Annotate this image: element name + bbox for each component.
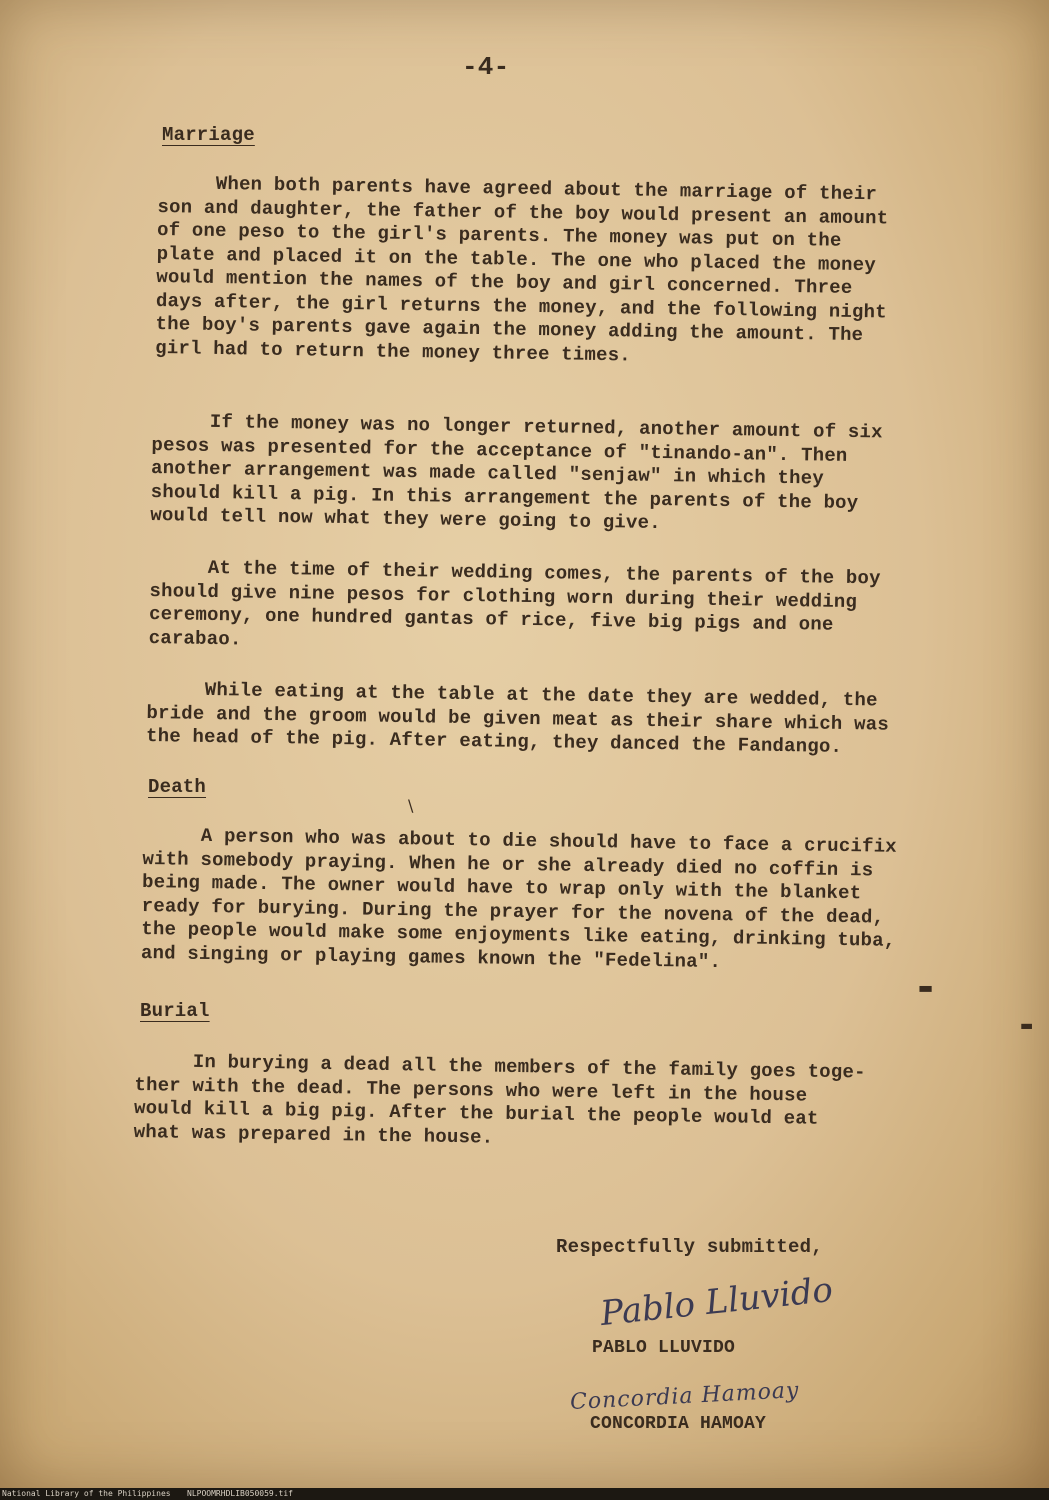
scan-footer [0, 1488, 1049, 1500]
marriage-paragraph-3: At the time of their wedding comes, the parents of the boy should give nine pesos for clothing worn during their wedding ceremony, one hundred gantas of rice, five big pigs and one carabao. [148, 556, 881, 650]
footer-library: National Library of the Philippines [2, 1489, 171, 1498]
stray-mark: ▬ [1020, 1018, 1034, 1034]
stray-mark: ▬ [918, 978, 934, 997]
burial-paragraph-1: In burying a dead all the members of the family goes toge- ther with the dead. The persons who were left in the house would kill a big pig. After the burial the people would eat what was prepared in the house. [133, 1050, 866, 1149]
marriage-paragraph-2: If the money was no longer returned, another amount of six pesos was presented for the acceptance of "tinando-an". Then another arrangement was made called "senjaw" in which they should kill a pig. In this arrangement the parents of the boy would tell now what they were going to give. [150, 410, 883, 535]
signatory-name-1: PABLO LLUVIDO [592, 1338, 736, 1358]
signature-concordia: Concordia Hamoay [569, 1378, 801, 1415]
page-number: -4- [462, 52, 510, 82]
marriage-paragraph-1: When both parents have agreed about the marriage of their son and daughter, the father of the boy would present an amount of one peso to the girl's parents. The money was put on the plate and placed it on the table. The one who placed the money would mention the names of the boy and girl concerned. Three days after, the girl returns the money, and the following night the boy's parents gave again the money adding the amount. The girl had to return the money three times. [155, 172, 889, 366]
marriage-paragraph-4: While eating at the table at the date they are wedded, the bride and the groom would be given meat as their share which was the head of the pig. After eating, they danced the Fandango. [145, 678, 890, 758]
signature-pablo: Pablo Lluvido [598, 1269, 835, 1335]
death-paragraph-1: A person who was about to die should have to face a crucifix with somebody praying. When he or she already died no coffin is being made. The owner would have to wrap only with the blanket ready for burying. During the prayer for the novena of the dead, the people would make some enjoyments like eating, drinking tuba, and singing or playing games known the "Fedelina". [140, 824, 898, 973]
closing-salutation: Respectfully submitted, [556, 1236, 823, 1258]
stray-mark: \ [408, 796, 414, 815]
footer-filename: NLPOOMRHDLIB050059.tif [187, 1489, 293, 1498]
section-heading-burial: Burial [140, 1000, 210, 1022]
section-heading-death: Death [148, 776, 207, 798]
signatory-name-2: CONCORDIA HAMOAY [590, 1414, 767, 1434]
section-heading-marriage: Marriage [162, 124, 255, 146]
